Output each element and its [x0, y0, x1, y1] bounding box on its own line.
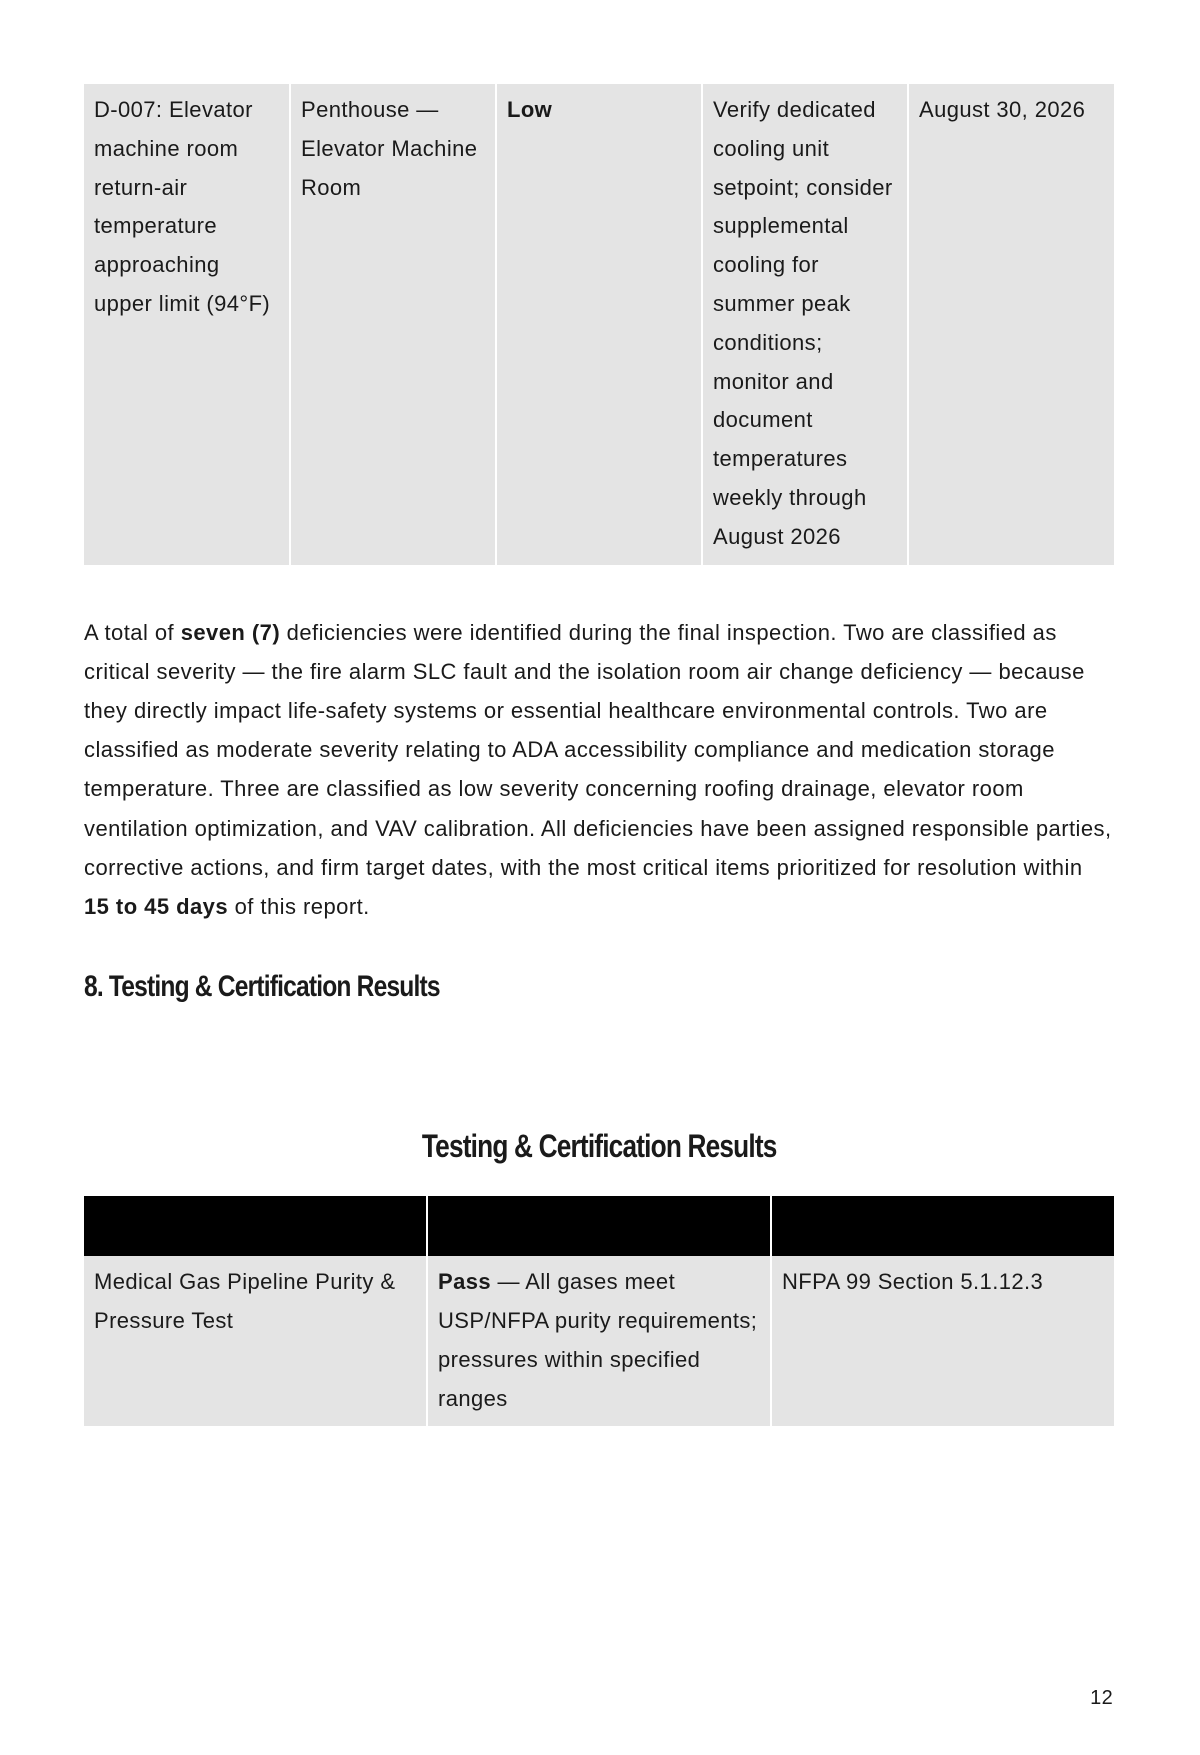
report-page	[84, 84, 1114, 1426]
deficiency-location-cell: Penthouse — Elevator Machine Room	[290, 84, 496, 565]
summary-text: A total of	[84, 619, 181, 645]
section-heading: 8. Testing & Certification Results	[84, 970, 440, 1004]
testing-table	[84, 1196, 1114, 1426]
table-header-cell	[771, 1196, 1114, 1256]
test-name-cell: Medical Gas Pipeline Purity & Pressure Test	[84, 1256, 427, 1426]
deficiency-table	[84, 84, 1114, 565]
deficiency-description-cell: D-007: Elevator machine room return-air temperature approaching upper limit (94°F)	[84, 84, 290, 565]
test-reference-cell: NFPA 99 Section 5.1.12.3	[771, 1256, 1114, 1426]
table-header-row	[84, 1196, 1114, 1256]
summary-bold-count: seven (7)	[180, 619, 281, 645]
summary-bold-timeframe: 15 to 45 days	[84, 893, 229, 919]
summary-text: deficiencies were identified during the final inspection. Two are classified as critical severity — the fire alarm SLC fault and the isolation room air change deficiency — because they directly impact life-safety systems or essential healthcare environmental controls. Two are classified as moderate severity relating to ADA accessibility compliance and medication storage temperature. Three are classified as low severity concerning roofing drainage, elevator room ventilation optimization, and VAV calibration. All deficiencies have been assigned responsible parties, corrective actions, and firm target dates, with the most critical items prioritized for resolution within	[84, 619, 1112, 880]
result-detail: — All gases meet USP/NFPA purity requirements; pressures within specified ranges	[438, 1269, 758, 1411]
result-status: Pass	[438, 1269, 491, 1295]
deficiency-severity-cell: Low	[496, 84, 702, 565]
summary-text: of this report.	[228, 893, 370, 919]
table-row	[84, 1256, 1114, 1426]
deficiency-target-date-cell: August 30, 2026	[908, 84, 1114, 565]
table-caption	[84, 1128, 1114, 1174]
test-result-cell	[427, 1256, 771, 1426]
page-number: 12	[1090, 1687, 1113, 1709]
table-row	[84, 84, 1114, 565]
table-caption-text: Testing & Certification Results	[421, 1128, 777, 1165]
table-header-cell	[84, 1196, 427, 1256]
deficiency-corrective-action-cell: Verify dedicated cooling unit setpoint; consider supplemental cooling for summer peak conditions; monitor and document temperatures weekly through August 2026	[702, 84, 908, 565]
deficiency-summary-paragraph	[84, 613, 1114, 927]
table-header-cell	[427, 1196, 771, 1256]
